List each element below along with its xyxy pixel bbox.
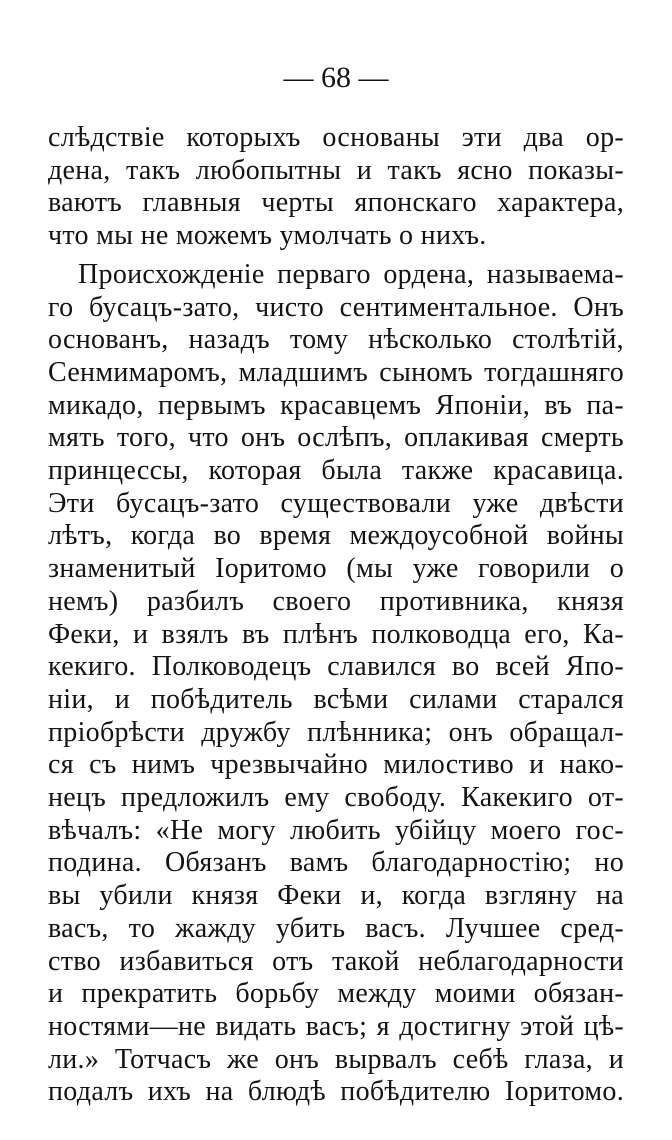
text-line: Феки, и взялъ въ плѣнъ полководца его, Ка- (48, 618, 624, 650)
text-line: пріобрѣсти дружбу плѣнника; онъ обращал- (48, 716, 624, 748)
text-line: Происхожденіе перваго ордена, называема- (78, 258, 624, 290)
text-line: и прекратить борьбу между моими обязан- (48, 978, 624, 1010)
text-line: микадо, первымъ красавцемъ Японіи, въ па- (48, 389, 624, 421)
text-line: ли.» Тотчасъ же онъ вырвалъ себѣ глаза, и (48, 1043, 624, 1075)
text-line: основанъ, назадъ тому нѣсколько столѣтій, (48, 324, 624, 356)
text-line: дена, такъ любопытны и такъ ясно показы- (48, 154, 624, 186)
text-line: что мы не можемъ умолчать о нихъ. (48, 220, 487, 252)
text-line: нецъ предложилъ ему свободу. Какекиго от- (48, 782, 624, 814)
text-line: знаменитый Іоритомо (мы уже говорили о (48, 553, 624, 585)
text-line: Эти бусацъ-зато существовали уже двѣсти (48, 487, 624, 519)
text-line: кекиго. Полководецъ славился во всей Япо- (48, 651, 624, 683)
paragraph (48, 122, 624, 253)
text-line: го бусацъ-зато, чисто сентиментальное. Онъ (48, 291, 624, 323)
text-line: вѣчалъ: «Не могу любить убійцу моего гос- (48, 814, 624, 846)
text-line: ство избавиться отъ такой неблагодарности (48, 945, 624, 977)
body-text (48, 122, 624, 1109)
text-line: подалъ ихъ на блюдѣ побѣдителю Іоритомо. (48, 1076, 624, 1108)
text-line: подина. Обязанъ вамъ благодарностію; но (48, 847, 624, 879)
paragraph (48, 259, 624, 1109)
text-line: ся съ нимъ чрезвычайно милостиво и нако- (48, 749, 624, 781)
text-line: вы убили князя Феки и, когда взгляну на (48, 880, 624, 912)
text-line: слѣдствіе которыхъ основаны эти два ор- (48, 122, 624, 153)
text-line: ніи, и побѣдитель всѣми силами старался (48, 683, 624, 715)
text-line: васъ, то жажду убить васъ. Лучшее сред- (48, 912, 624, 944)
text-line: ностями—не видать васъ; я достигну этой цѣ- (48, 1010, 624, 1042)
text-line: Сенмимаромъ, младшимъ сыномъ тогдашняго (48, 356, 624, 388)
text-line: принцессы, которая была также красавица. (48, 455, 624, 487)
text-line: лѣтъ, когда во время междоусобной войны (48, 520, 624, 552)
text-line: немъ) разбилъ своего противника, князя (48, 585, 624, 617)
page-number: — 68 — (283, 61, 389, 94)
text-line: мять того, что онъ ослѣпъ, оплакивая смерть (48, 422, 624, 454)
text-line: ваютъ главныя черты японскаго характера, (48, 187, 624, 219)
